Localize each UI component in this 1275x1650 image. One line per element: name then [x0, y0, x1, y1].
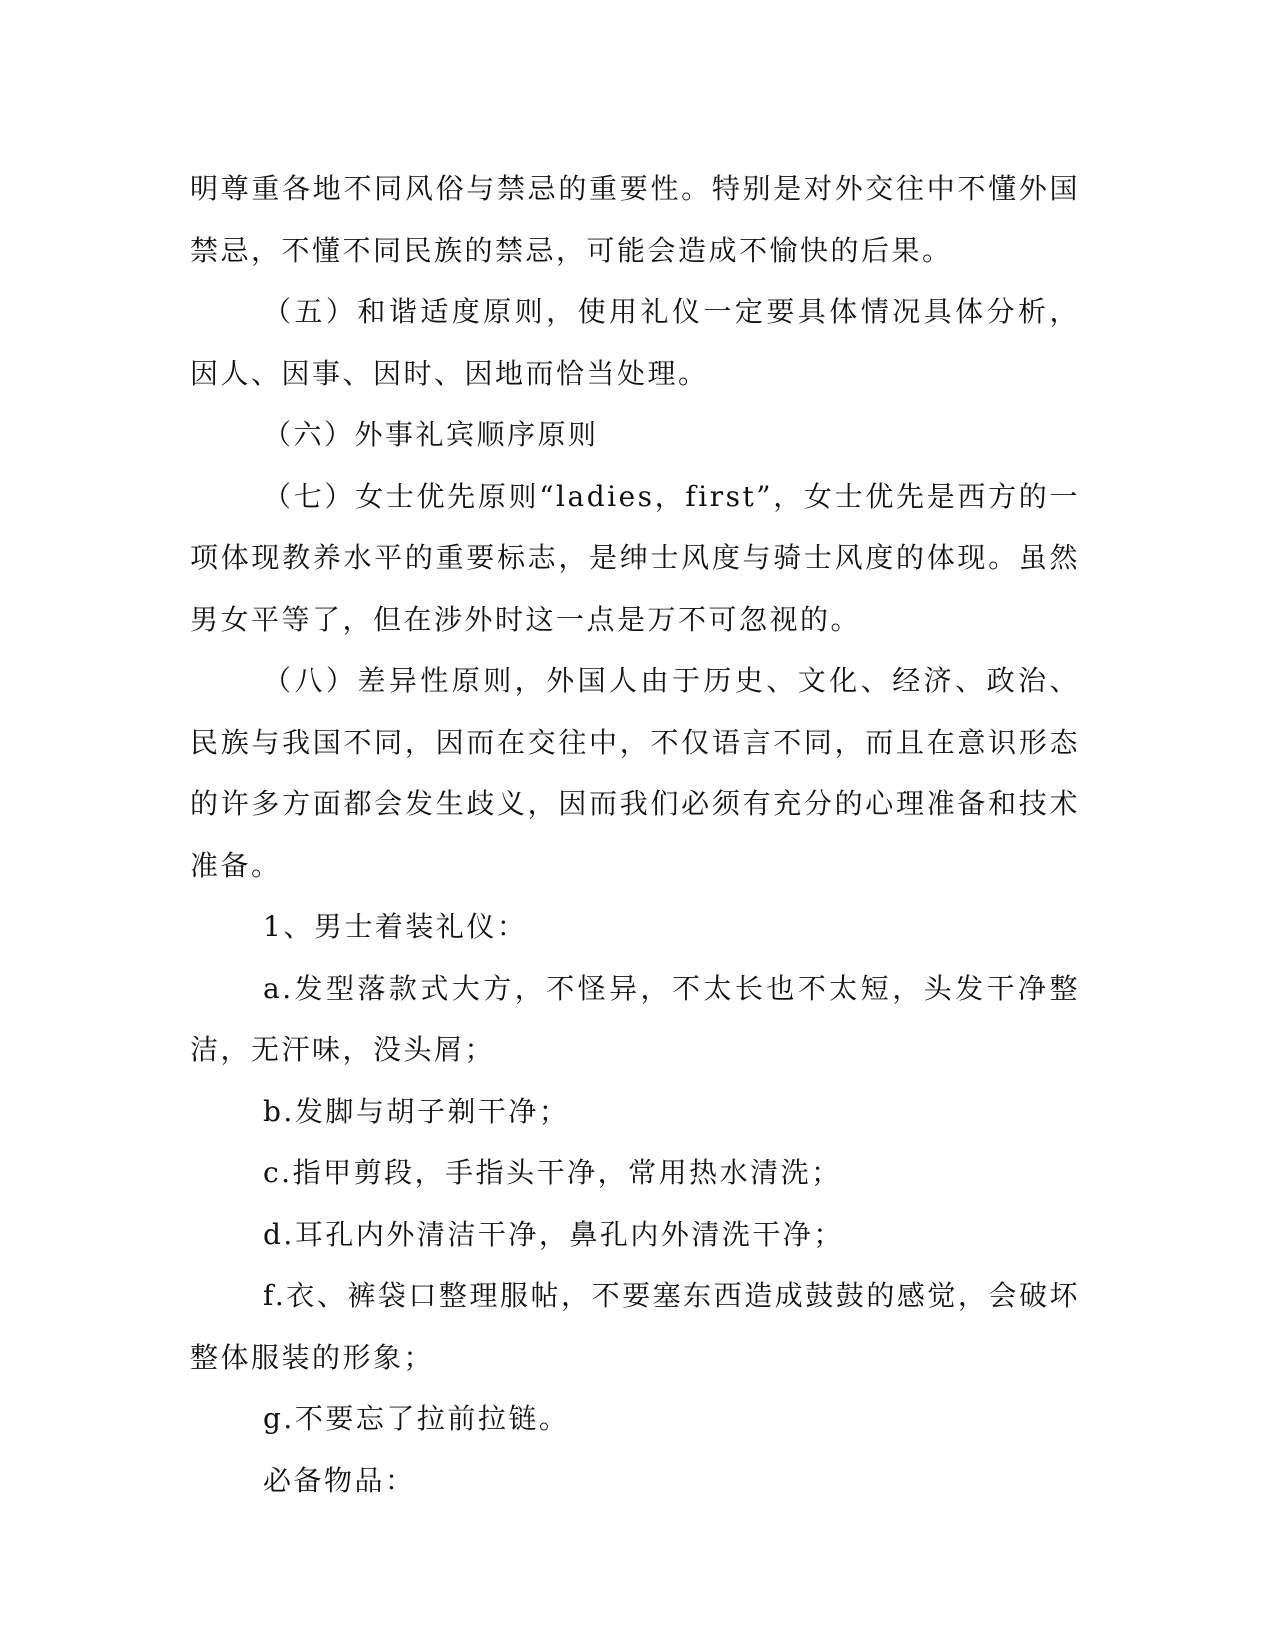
list-item-a: a.发型落款式大方，不怪异，不太长也不太短，头发干净整洁，无汗味，没头屑；: [190, 971, 1080, 1066]
list-item-f: f.衣、裤袋口整理服帖，不要塞东西造成鼓鼓的感觉，会破坏整体服装的形象；: [190, 1279, 1080, 1374]
list-item-d: d.耳孔内外清洁干净，鼻孔内外清洗干净；: [263, 1217, 844, 1251]
section-heading-mens-dress: 1、男士着装礼仪：: [263, 910, 528, 943]
paragraph-principle-8: （八）差异性原则，外国人由于历史、文化、经济、政治、民族与我国不同，因而在交往中，不仅语言不同，而且在意识形态的许多方面都会发生歧义，因而我们必须有充分的心理准备和技术准备。: [190, 664, 1080, 882]
paragraph-principle-7: （七）女士优先原则“ladies，first”，女士优先是西方的一项体现教养水平的重要标志，是绅士风度与骑士风度的体现。虽然男女平等了，但在涉外时这一点是万不可忽视的。: [190, 479, 1080, 636]
paragraph-principle-6: （六）外事礼宾顺序原则: [263, 418, 599, 451]
document-body: [190, 158, 1080, 1511]
section-heading-essentials: 必备物品：: [263, 1463, 416, 1497]
list-item-g: g.不要忘了拉前拉链。: [263, 1402, 570, 1435]
paragraph-continuation: 明尊重各地不同风俗与禁忌的重要性。特别是对外交往中不懂外国禁忌，不懂不同民族的禁忌，可能会造成不愉快的后果。: [190, 172, 1080, 267]
list-item-b: b.发脚与胡子剃干净；: [263, 1094, 570, 1128]
paragraph-principle-5: （五）和谐适度原则，使用礼仪一定要具体情况具体分析，因人、因事、因时、因地而恰当处理。: [190, 295, 1080, 390]
list-item-c: c.指甲剪段，手指头干净，常用热水清洗；: [263, 1156, 842, 1189]
